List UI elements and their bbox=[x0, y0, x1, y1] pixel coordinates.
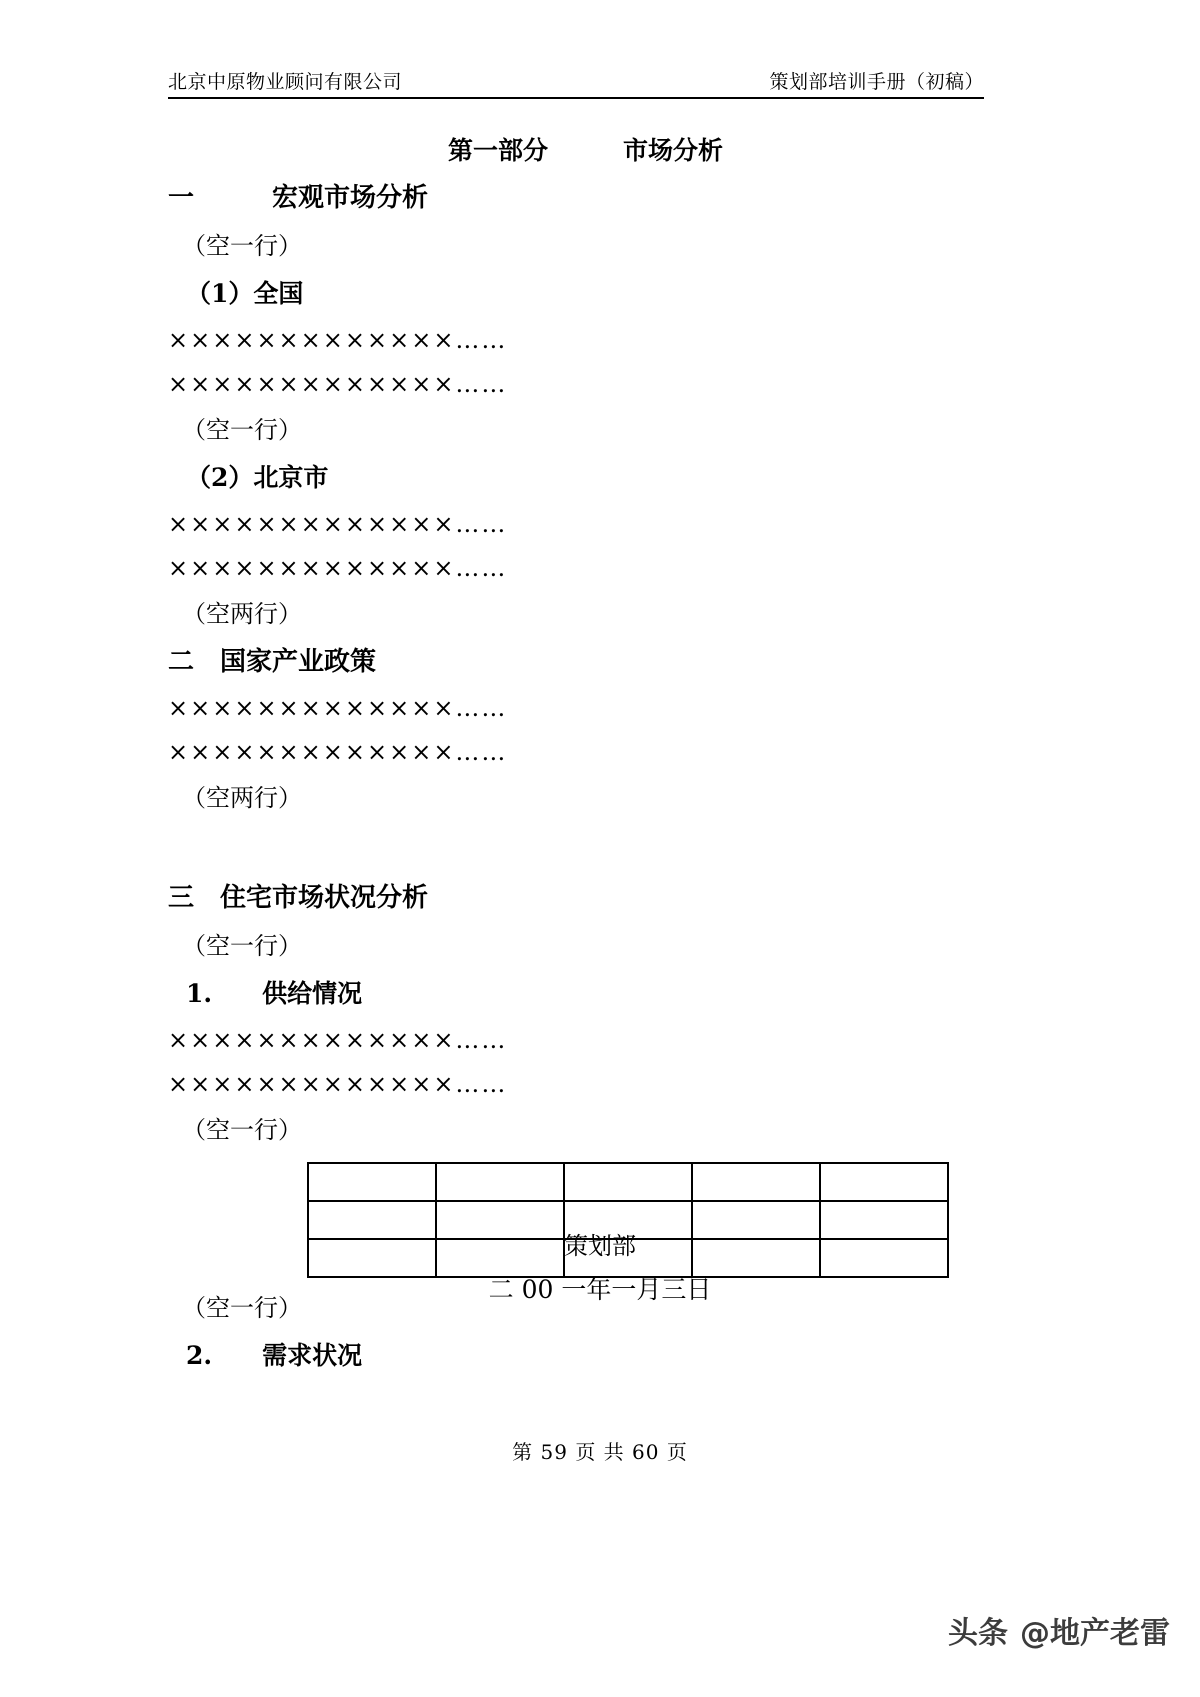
blank-line-note: （空一行） bbox=[182, 1116, 302, 1144]
section-heading: 二 国家产业政策 bbox=[168, 647, 377, 677]
document-body bbox=[168, 128, 1028, 1380]
table-cell[interactable] bbox=[564, 1163, 692, 1201]
blank-line-note: （空一行） bbox=[182, 232, 302, 260]
header-divider bbox=[168, 97, 984, 99]
blank-line-note: （空两行） bbox=[182, 784, 302, 812]
placeholder-text-line: ×××××××××××××…… bbox=[168, 554, 508, 582]
blank-line-note: （空两行） bbox=[182, 600, 302, 628]
table-cell[interactable] bbox=[436, 1163, 564, 1201]
table-cell[interactable] bbox=[692, 1163, 820, 1201]
page-header bbox=[168, 72, 984, 112]
header-company-name: 北京中原物业顾问有限公司 bbox=[168, 71, 403, 93]
signature-date: 二 00 一年一月三日 bbox=[488, 1275, 712, 1304]
table-cell[interactable] bbox=[820, 1163, 948, 1201]
placeholder-text-line: ×××××××××××××…… bbox=[168, 1070, 508, 1098]
watermark bbox=[948, 1608, 1170, 1652]
spacer bbox=[168, 822, 1028, 874]
placeholder-text-line: ×××××××××××××…… bbox=[168, 738, 508, 766]
placeholder-text-line: ×××××××××××××…… bbox=[168, 510, 508, 538]
blank-line-note: （空一行） bbox=[182, 1294, 302, 1322]
placeholder-text-line: ×××××××××××××…… bbox=[168, 694, 508, 722]
section-heading: 三 住宅市场状况分析 bbox=[168, 883, 429, 913]
subsection-heading: 1. 供给情况 bbox=[186, 979, 363, 1008]
blank-line-note: （空一行） bbox=[182, 416, 302, 444]
header-manual-title: 策划部培训手册（初稿） bbox=[769, 71, 984, 93]
watermark-brand: 头条 bbox=[948, 1616, 1008, 1651]
signature-department: 策划部 bbox=[564, 1232, 636, 1260]
blank-line-note: （空一行） bbox=[182, 932, 302, 960]
content-blocks bbox=[168, 174, 1028, 1380]
subsection-heading: 2. 需求状况 bbox=[186, 1341, 363, 1370]
placeholder-text-line: ×××××××××××××…… bbox=[168, 1026, 508, 1054]
table-cell[interactable] bbox=[308, 1163, 436, 1201]
page-title: 第一部分 市场分析 bbox=[448, 136, 724, 165]
section-heading: 一 宏观市场分析 bbox=[168, 183, 429, 213]
page-footer: 第 59 页 共 60 页 bbox=[512, 1440, 688, 1464]
table-row bbox=[308, 1163, 948, 1201]
header-row bbox=[168, 72, 984, 97]
watermark-handle: @地产老雷 bbox=[1020, 1616, 1170, 1651]
subsection-heading: （2）北京市 bbox=[186, 463, 329, 492]
placeholder-text-line: ×××××××××××××…… bbox=[168, 370, 508, 398]
subsection-heading: （1）全国 bbox=[186, 279, 304, 308]
placeholder-text-line: ×××××××××××××…… bbox=[168, 326, 508, 354]
